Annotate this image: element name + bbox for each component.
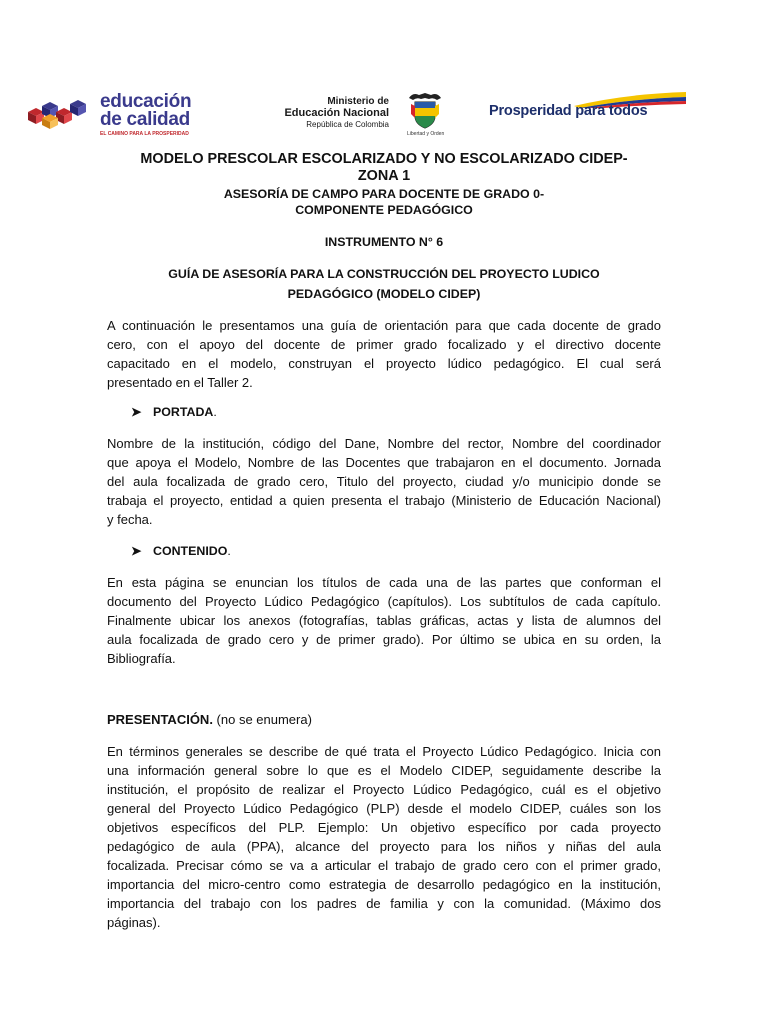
instrument-number: INSTRUMENTO N° 6 xyxy=(324,235,444,249)
paragraph-line: una información general sobre lo que es el Modelo CIDEP, seguidamente describe la xyxy=(107,763,661,778)
ministerio-line3: República de Colombia xyxy=(306,120,389,129)
paragraph-line: capacitado en el modelo, construyan el proyecto lúdico pedagógico. El cual será xyxy=(107,356,661,371)
presentacion-heading xyxy=(107,712,312,727)
paragraph-line: Finalmente ubicar los anexos (fotografías, tablas gráficas, actas y lista de alumnos del xyxy=(107,613,661,628)
ministerio-educacion-logo xyxy=(257,94,457,142)
contenido-label-suffix: . xyxy=(227,544,231,558)
paragraph-line: documento del Proyecto Lúdico Pedagógico (capítulos). Los subtítulos de cada capítulo. xyxy=(107,594,661,609)
paragraph-line: páginas). xyxy=(107,915,161,930)
contenido-label: CONTENIDO xyxy=(153,544,228,558)
educacion-logo-line1: educación xyxy=(100,91,192,112)
paragraph-line: presentado en el Taller 2. xyxy=(107,375,253,390)
paragraph-line: institución, el propósito de realizar el Proyecto Lúdico Pedagógico, cuál es el objetivo xyxy=(107,782,661,797)
paragraph-line: del aula focalizada de grado cero, Titulo del proyecto, ciudad y/o municipio donde se xyxy=(107,474,661,489)
presentacion-paragraph xyxy=(107,742,661,932)
main-title-line1: MODELO PRESCOLAR ESCOLARIZADO Y NO ESCOLARIZADO CIDEP- xyxy=(140,151,628,167)
paragraph-line: y fecha. xyxy=(107,512,153,527)
contenido-bullet xyxy=(131,543,231,558)
ministerio-line1: Ministerio de xyxy=(327,96,389,107)
paragraph-line: objetivos específicos del PLP. Ejemplo: Un objetivo específico por cada proyecto xyxy=(107,820,661,835)
main-title-line2: ZONA 1 xyxy=(357,168,411,184)
paragraph-line: focalizada. Precisar cómo se va a articular el trabajo de grado cero con el primer grado, xyxy=(107,858,661,873)
paragraph-line: aula focalizada de grado cero y de primer grado). Por último se ubica en su orden, la xyxy=(107,632,661,647)
contenido-paragraph xyxy=(107,573,661,668)
paragraph-line: A continuación le presentamos una guía de orientación para que cada docente de grado xyxy=(107,318,661,333)
portada-label: PORTADA xyxy=(153,405,214,419)
paragraph-line: En esta página se enuncian los títulos de cada una de las partes que conforman el xyxy=(107,575,661,590)
guide-title-line1: GUÍA DE ASESORÍA PARA LA CONSTRUCCIÓN DEL PROYECTO LUDICO xyxy=(168,267,600,281)
paragraph-line: importancia del micro-centro como estrategia de desarrollo pedagógico en la institución, xyxy=(107,877,661,892)
portada-label-suffix: . xyxy=(213,405,217,419)
prosperidad-text: Prosperidad para todos xyxy=(489,103,648,119)
paragraph-line: En términos generales se describe de qué trata el Proyecto Lúdico Pedagógico. Inicia con xyxy=(107,744,661,759)
header-logos xyxy=(0,86,768,142)
ministerio-line2: Educación Nacional xyxy=(284,107,389,119)
subtitle-line2: COMPONENTE PEDAGÓGICO xyxy=(295,203,473,217)
arrow-bullet-icon: ➤ xyxy=(131,405,142,419)
educacion-logo-tagline: EL CAMINO PARA LA PROSPERIDAD xyxy=(100,131,189,137)
paragraph-line: Bibliografía. xyxy=(107,651,176,666)
arrow-bullet-icon: ➤ xyxy=(131,544,142,558)
colombia-coat-of-arms-icon xyxy=(403,88,447,132)
educacion-logo-line2: de calidad xyxy=(100,109,190,130)
prosperidad-para-todos-logo xyxy=(488,92,688,128)
ministerio-motto: Libertad y Orden xyxy=(407,131,445,137)
paragraph-line: cero, con el apoyo del docente de primer grado focalizado y el directivo docente xyxy=(107,337,661,352)
presentacion-label: PRESENTACIÓN. xyxy=(107,712,213,727)
guide-title-line2: PEDAGÓGICO (MODELO CIDEP) xyxy=(287,287,481,301)
paragraph-line: trabaja el proyecto, entidad a quien presenta el trabajo (Ministerio de Educación Nacional) xyxy=(107,493,661,508)
paragraph-line: que apoya el Modelo, Nombre de las Docentes que trabajaron en el documento. Jornada xyxy=(107,455,661,470)
paragraph-line: general del Proyecto Lúdico Pedagógico (PLP) desde el modelo CIDEP, cuáles son los xyxy=(107,801,661,816)
subtitle-line1: ASESORÍA DE CAMPO PARA DOCENTE DE GRADO 0- xyxy=(223,187,545,201)
educacion-cubes-icon xyxy=(26,98,98,130)
presentacion-note: (no se enumera) xyxy=(212,712,312,727)
educacion-de-calidad-logo xyxy=(26,91,226,138)
paragraph-line: importancia del trabajo con los padres de familia y con la comunidad. (Máximo dos xyxy=(107,896,661,911)
paragraph-line: Nombre de la institución, código del Dane, Nombre del rector, Nombre del coordinador xyxy=(107,436,661,451)
intro-paragraph xyxy=(107,316,661,392)
portada-bullet xyxy=(131,404,217,419)
portada-paragraph xyxy=(107,434,661,529)
paragraph-line: pedagógico de aula (PPA), alcance del proyecto para los niños y niñas del aula xyxy=(107,839,661,854)
